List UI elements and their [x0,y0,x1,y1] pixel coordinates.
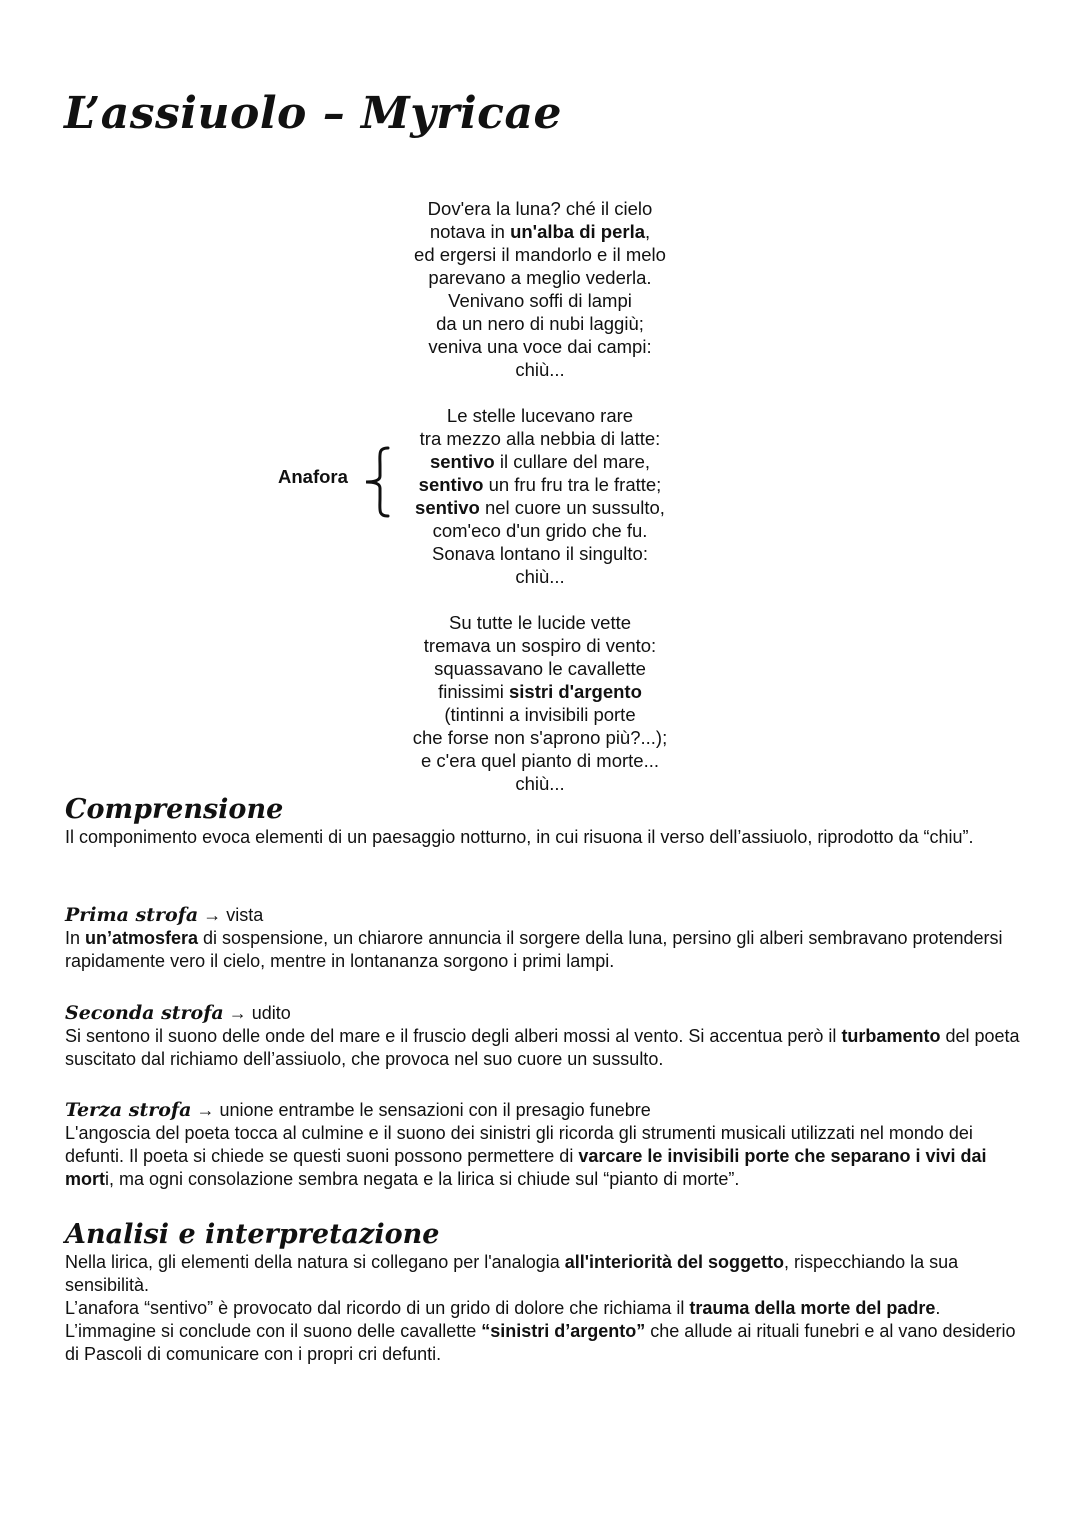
curly-brace-icon [362,446,392,518]
poem-stanza-3 [380,611,700,795]
poem-line: Su tutte le lucide vette [448,612,632,633]
poem-line: tra mezzo alla nebbia di latte: [419,428,661,449]
poem-line: sentivo il cullare del mare, [429,451,651,472]
poem-line: chiù... [515,773,565,794]
poem-line: Dov'era la luna? ché il cielo [427,198,653,219]
arrow-right-icon: → [228,1003,247,1023]
comprensione-text: Il componimento evoca elementi di un paesaggio notturno, in cui risuona il verso dell’assiuolo, riprodotto da “chiu”. [65,827,974,847]
emphasis-text: all'interiorità del soggetto [564,1252,785,1272]
poem-line: (tintinni a invisibili porte [444,704,636,725]
terza-strofa-heading [65,1099,1025,1122]
poem-line: squassavano le cavallette [434,658,646,679]
anafora-label: Anafora [278,466,348,487]
emphasis-text: trauma della morte del padre [689,1298,936,1318]
poem-emphasis: sistri d'argento [509,681,642,702]
poem-line: chiù... [515,359,565,380]
poem-line: Venivano soffi di lampi [448,290,632,311]
poem-emphasis: sentivo [415,497,480,518]
poem-line: parevano a meglio vederla. [428,267,652,288]
emphasis-text: “sinistri d’argento” [481,1321,646,1341]
poem-line: Sonava lontano il singulto: [432,543,648,564]
poem-line: sentivo nel cuore un sussulto, [415,497,665,518]
poem-line: tremava un sospiro di vento: [423,635,657,656]
prima-strofa-heading [65,904,1025,927]
poem-line: che forse non s'aprono più?...); [412,727,668,748]
arrow-right-icon: → [196,1100,215,1120]
poem-stanza-2 [380,404,700,588]
poem-line: e c'era quel pianto di morte... [421,750,659,771]
terza-strofa-label: Terza strofa [65,1099,192,1121]
poem-line: sentivo un fru fru tra le fratte; [418,474,662,495]
terza-strofa-section [65,1099,1025,1191]
seconda-strofa-section [65,1002,1025,1071]
emphasis-text: turbamento [841,1026,941,1046]
terza-strofa-text: L'angoscia del poeta tocca al culmine e il suono dei sinistri gli ricorda gli strumenti musicali utilizzati nel mondo dei defunti. Il poeta si chiede se questi suoni possono permettere di varcare le invisibili porte che separano i vivi dai morti, ma ogni consolazione sembra negata e la lirica si chiude sul “pianto di morte”. [65,1123,987,1189]
poem-line: Le stelle lucevano rare [446,405,634,426]
poem-stanza-1 [380,197,700,381]
emphasis-text: varcare le invisibili porte che separano i vivi dai mort [65,1146,987,1189]
poem-line: chiù... [515,566,565,587]
arrow-right-icon: → [203,905,222,925]
page-title: L’assiuolo – Myricae [64,88,562,139]
poem-line: com'eco d'un grido che fu. [432,520,648,541]
analisi-section [65,1219,1025,1366]
poem-emphasis: un'alba di perla [510,221,646,242]
analisi-text: Nella lirica, gli elementi della natura si collegano per l'analogia all'interiorità del soggetto, rispecchiando la sua sensibilità. L’anafora “sentivo” è provocato dal ricordo di un grido di dolore che richiama il trauma della morte del padre. L’immagine si conclude con il suono delle cavallette “sinistri d’argento” che allude ai rituali funebri e al vano desiderio di Pascoli di comunicare con i propri cri defunti. [65,1252,1016,1364]
seconda-strofa-sense: udito [251,1003,291,1023]
seconda-strofa-heading [65,1002,1025,1025]
analisi-heading: Analisi e interpretazione [65,1219,440,1250]
poem-emphasis: sentivo [418,474,484,495]
poem-line: ed ergersi il mandorlo e il melo [414,244,666,265]
poem-line: notava in un'alba di perla, [429,221,651,242]
poem-emphasis: sentivo [429,451,495,472]
seconda-strofa-text: Si sentono il suono delle onde del mare e il fruscio degli alberi mossi al vento. Si accentua però il turbamento del poeta suscitato dal richiamo dell’assiuolo, che provoca nel suo cuore un sussulto. [65,1026,1020,1069]
emphasis-text: un’atmosfera [85,928,199,948]
prima-strofa-text: In un’atmosfera di sospensione, un chiarore annuncia il sorgere della luna, persino gli alberi sembravano protendersi rapidamente vero il cielo, mentre in lontananza sorgono i primi lampi. [65,928,1003,971]
poem-line: finissimi sistri d'argento [438,681,642,702]
poem-line: veniva una voce dai campi: [428,336,652,357]
poem [380,197,700,818]
prima-strofa-sense: vista [226,905,264,925]
poem-line: da un nero di nubi laggiù; [436,313,644,334]
terza-strofa-sense: unione entrambe le sensazioni con il presagio funebre [219,1100,651,1120]
comprensione-heading: Comprensione [65,794,284,825]
comprensione-section [65,794,1025,849]
prima-strofa-section [65,904,1025,973]
seconda-strofa-label: Seconda strofa [65,1002,224,1024]
prima-strofa-label: Prima strofa [65,904,199,926]
